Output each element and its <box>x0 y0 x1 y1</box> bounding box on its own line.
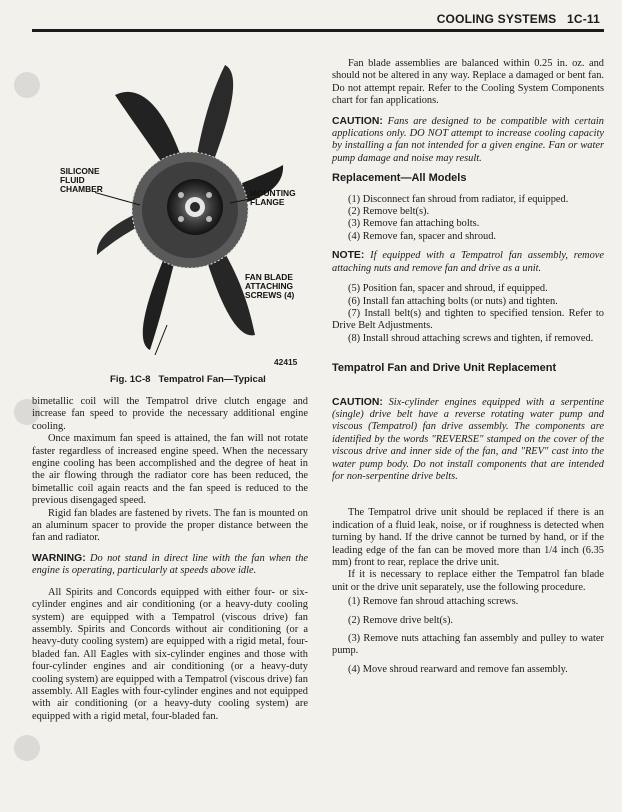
step-item: (3) Remove fan attaching bolts. <box>348 218 480 230</box>
note-text: If equipped with a Tempatrol fan assembly, remove attaching nuts and remove fan and drive as a unit. <box>332 250 604 274</box>
paragraph: All Spirits and Concords equipped with either four- or six-cylinder engines and air conditioning (or a heavy-duty cooling system) are equipped with a Tempatrol (viscous drive) fan assembly. Spirits and Concords without air conditioning (or a heavy-duty cooling system) are equipped with a rigid metal, four-bladed fan. All Eagles with six-cylinder engines and those with four-cylinder engines and air conditioning (or a heavy-duty cooling system) are equipped with a Tempatrol (viscous drive) fan assembly. All Eagles with four-cylinder engines and not equipped with air conditioning (or a heavy-duty cooling system) are equipped with a rigid metal, four-bladed fan. <box>32 586 308 722</box>
header-rule <box>32 29 604 32</box>
paragraph: If it is necessary to replace either the Tempatrol fan blade unit or the drive unit separately, use the following procedure. <box>332 569 604 593</box>
figure-number: 42415 <box>274 357 298 367</box>
note-label: NOTE: <box>332 250 365 262</box>
paragraph: bimetallic coil will the Tempatrol drive clutch engage and increase fan speed to provide the necessary additional engine cooling. <box>32 396 308 432</box>
label-silicone-fluid-chamber: SILICONE FLUID CHAMBER <box>60 166 103 194</box>
warning-note <box>32 553 308 578</box>
left-column <box>32 396 308 723</box>
step-item: (4) Move shroud rearward and remove fan assembly. <box>348 663 568 675</box>
caution-text: Fans are designed to be compatible with certain applications only. DO NOT attempt to increase cooling capacity by installing a fan not intended for a given engine. Fan or water pump damage and noise may result. <box>332 115 604 164</box>
step-item: (4) Remove fan, spacer and shroud. <box>348 230 497 242</box>
step-item: (2) Remove belt(s). <box>348 206 430 218</box>
section-heading-replacement: Replacement—All Models <box>332 172 467 185</box>
label-mounting-flange: MOUNTING FLANGE <box>250 188 296 207</box>
section-heading-tempatrol: Tempatrol Fan and Drive Unit Replacement <box>332 362 557 375</box>
caution-text: Six-cylinder engines equipped with a serpentine (single) drive belt have a reverse rotating water pump and viscous (Tempatrol) fan drive assembly. The components are identified by the words "REVERSE" stamped on the cover of the viscous drive and inner side of the fan, and "REV" cast into the water pump body. Do not install components that are intended for non-serpentine drive belts. <box>332 396 605 482</box>
step-item: (1) Remove fan shroud attaching screws. <box>348 596 519 608</box>
paragraph: Rigid fan blades are fastened by rivets. The fan is mounted on an aluminum spacer to provide the proper distance between the fan and radiator. <box>32 507 308 544</box>
binder-hole-bottom <box>14 735 40 761</box>
label-fan-blade-screws: FAN BLADE ATTACHING SCREWS (4) <box>245 272 295 300</box>
step-item: (3) Remove nuts attaching fan assembly and pulley to water pump. <box>332 633 604 657</box>
step-item: (6) Install fan attaching bolts (or nuts) and tighten. <box>348 295 558 307</box>
paragraph: Once maximum fan speed is attained, the fan will not rotate faster regardless of increased engine speed. When the necessary engine cooling has been accomplished and the degree of heat in the air flowing through the radiator core has been reduced, the bimetallic coil again reacts and the fan speed is reduced to the previous disengaged speed. <box>32 433 308 507</box>
paragraph: Fan blade assemblies are balanced within 0.25 in. oz. and should not be altered in any way. Replace a damaged or bent fan. Do not attempt repair. Refer to the Cooling System Components chart for fan applications. <box>332 58 604 107</box>
caution-label: CAUTION: <box>332 396 383 408</box>
step-item: (2) Remove drive belt(s). <box>348 614 454 626</box>
caution-note <box>332 116 604 166</box>
step-item: (5) Position fan, spacer and shroud, if equipped. <box>348 283 548 295</box>
right-column <box>332 58 604 676</box>
binder-hole-top <box>14 72 40 98</box>
step-item: (1) Disconnect fan shroud from radiator, if equipped. <box>348 193 569 205</box>
warning-label: WARNING: <box>32 552 86 564</box>
caution-label: CAUTION: <box>332 115 383 127</box>
page-header-title: COOLING SYSTEMS 1C-11 <box>436 12 600 26</box>
figure-caption: Fig. 1C-8 Tempatrol Fan—Typical <box>110 374 266 385</box>
warning-text: Do not stand in direct line with the fan when the engine is operating, particularly at speeds above idle. <box>32 552 308 577</box>
caution-note <box>332 397 604 484</box>
paragraph: The Tempatrol drive unit should be replaced if there is an indication of a fluid leak, noise, or if roughness is detected when turning by hand. If the drive cannot be turned by hand, or if the leading edge of the fan can be moved more than 1/4 inch (6.35 mm) front to rear, replace the drive unit. <box>332 507 604 568</box>
step-item: (7) Install belt(s) and tighten to specified tension. Refer to Drive Belt Adjustments. <box>332 307 604 332</box>
step-item: (8) Install shroud attaching screws and tighten, if removed. <box>348 332 594 344</box>
note <box>332 250 604 275</box>
